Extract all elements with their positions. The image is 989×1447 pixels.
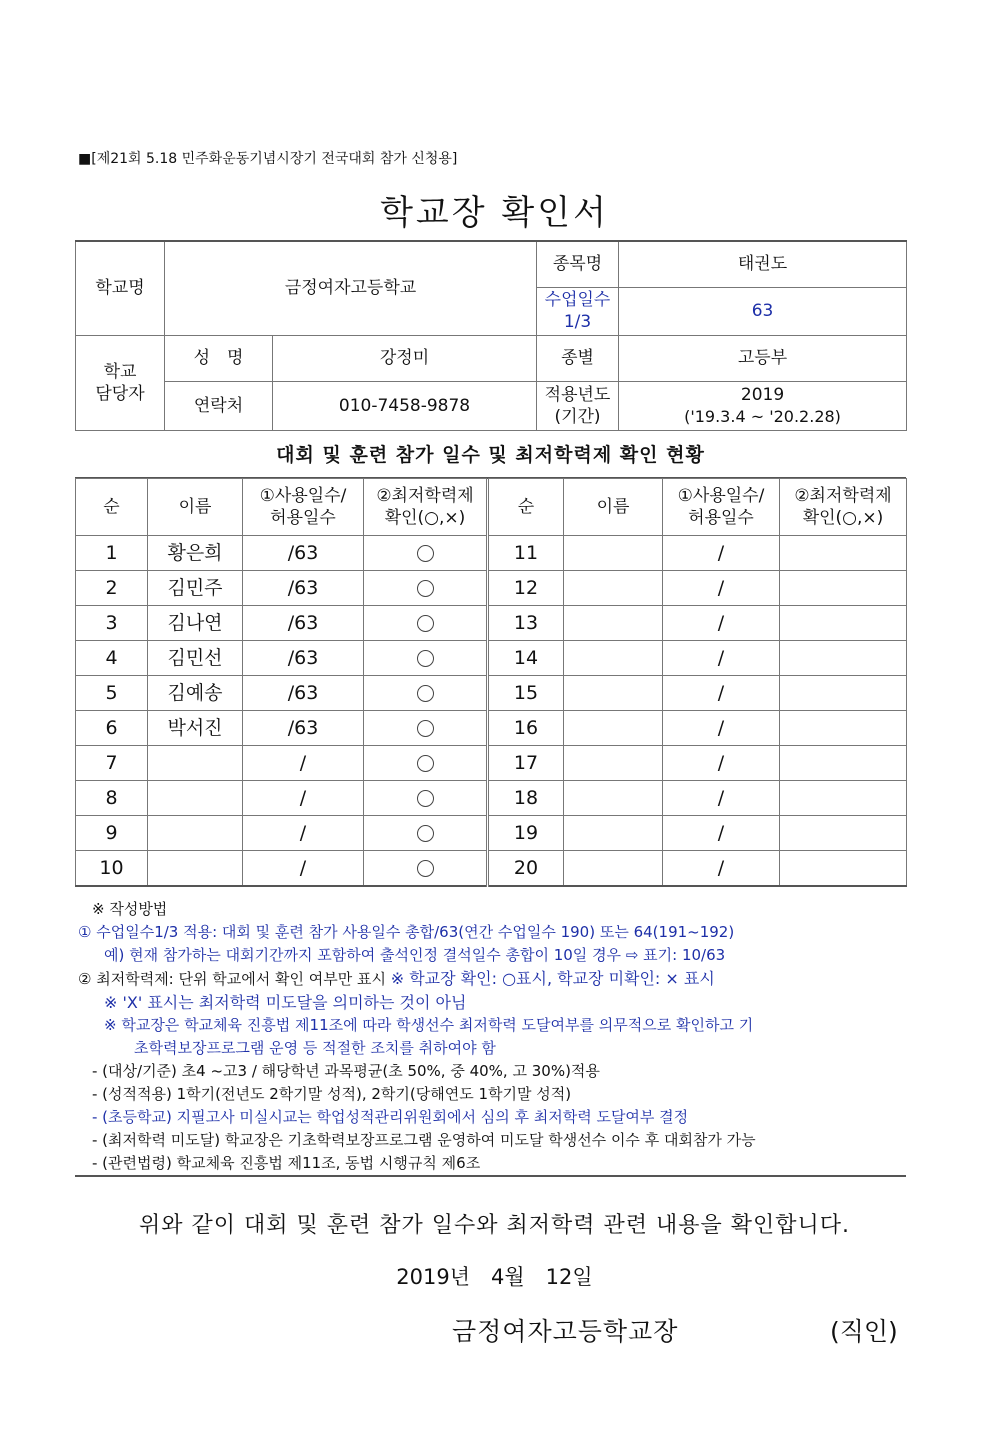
row-number: 12: [488, 571, 564, 606]
student-name: [564, 851, 663, 887]
table-row: [76, 851, 907, 887]
student-name: [564, 641, 663, 676]
min-academic-check-cell: [780, 606, 907, 641]
header-check: [364, 479, 488, 536]
student-name: [148, 746, 243, 781]
contact-label: 연락처: [165, 381, 273, 430]
header-check: [780, 479, 907, 536]
min-academic-check-cell: [364, 711, 488, 746]
header-days-line1: ①사용일수/: [677, 486, 765, 506]
days-used-cell: /: [243, 851, 364, 887]
note-2-highlight: ※ 학교장 확인: ○표시, 학교장 미확인: × 표시: [390, 969, 715, 988]
days-used-cell: /63: [243, 571, 364, 606]
category-value: 고등부: [619, 335, 907, 381]
header-days-line1: ①사용일수/: [259, 486, 347, 506]
row-number: 18: [488, 781, 564, 816]
student-name: [564, 676, 663, 711]
principal-title: 금정여자고등학교장: [452, 1317, 679, 1346]
roster-header-row: [76, 479, 907, 536]
year-label-line1: 적용년도: [544, 384, 611, 405]
days-used-cell: /: [663, 851, 780, 887]
student-name: [148, 851, 243, 887]
days-used-cell: /: [663, 711, 780, 746]
class-days-label-line1: 수업일수: [544, 290, 611, 310]
days-used-cell: /: [663, 606, 780, 641]
student-name: 박서진: [148, 711, 243, 746]
header-no: 순: [76, 479, 148, 536]
header-days: [243, 479, 364, 536]
manager-label-line1: 학교: [103, 361, 137, 382]
note-2: [78, 967, 908, 991]
row-number: 17: [488, 746, 564, 781]
days-used-cell: /63: [243, 641, 364, 676]
min-academic-check-cell: [364, 641, 488, 676]
confirmed-circle-icon: [417, 860, 434, 877]
min-academic-check-cell: [780, 536, 907, 571]
min-academic-check-cell: [364, 816, 488, 851]
header-check-line1: ②최저학력제: [794, 486, 892, 506]
confirmed-circle-icon: [417, 650, 434, 667]
row-number: 4: [76, 641, 148, 676]
event-value: 태권도: [619, 241, 907, 287]
row-number: 7: [76, 746, 148, 781]
row-number: 16: [488, 711, 564, 746]
confirmation-statement: 위와 같이 대회 및 훈련 참가 일수와 최저학력 관련 내용을 확인합니다.: [139, 1213, 850, 1238]
min-academic-check-cell: [780, 781, 907, 816]
days-used-cell: /63: [243, 536, 364, 571]
note-2-sub-2a: ※ 학교장은 학교체육 진흥법 제11조에 따라 학생선수 최저학력 도달여부를 의무적으로 확인하고 기: [104, 1016, 754, 1034]
student-name: 김예송: [148, 676, 243, 711]
confirmed-circle-icon: [417, 720, 434, 737]
detail-target: - (대상/기준) 초4 ~고3 / 해당학년 과목평균(초 50%, 중 40%, 고 30%)적용: [92, 1062, 600, 1080]
header-name: 이름: [148, 479, 243, 536]
days-used-cell: /63: [243, 711, 364, 746]
min-academic-check-cell: [364, 781, 488, 816]
min-academic-check-cell: [364, 571, 488, 606]
student-name: [564, 711, 663, 746]
table-row: [76, 571, 907, 606]
row-number: 14: [488, 641, 564, 676]
confirmed-circle-icon: [417, 755, 434, 772]
days-used-cell: /: [663, 571, 780, 606]
min-academic-check-cell: [364, 676, 488, 711]
detail-elementary: - (초등학교) 지필고사 미실시교는 학업성적관리위원회에서 심의 후 최저학력 도달여부 결정: [92, 1108, 689, 1126]
min-academic-check-cell: [780, 571, 907, 606]
row-number: 15: [488, 676, 564, 711]
header-check-line1: ②최저학력제: [376, 486, 474, 506]
confirmed-circle-icon: [417, 790, 434, 807]
confirmed-circle-icon: [417, 825, 434, 842]
manager-name-value: 강정미: [273, 335, 537, 381]
student-name: [564, 816, 663, 851]
confirmed-circle-icon: [417, 545, 434, 562]
days-used-cell: /63: [243, 606, 364, 641]
days-used-cell: /63: [243, 676, 364, 711]
document-title: 학교장 확인서: [380, 193, 609, 233]
row-number: 5: [76, 676, 148, 711]
days-used-cell: /: [243, 781, 364, 816]
row-number: 2: [76, 571, 148, 606]
header-days-line2: 허용일수: [688, 508, 754, 528]
category-label: 종별: [537, 335, 619, 381]
note-2-sub-1: ※ 'X' 표시는 최저학력 미도달을 의미하는 것이 아님: [104, 993, 467, 1012]
days-used-cell: /: [663, 816, 780, 851]
official-seal-mark: (직인): [830, 1317, 898, 1346]
table-row: [76, 781, 907, 816]
contact-value: 010-7458-9878: [273, 381, 537, 430]
student-name: [564, 781, 663, 816]
table-row: [76, 536, 907, 571]
year-period: ('19.3.4 ~ '20.2.28): [684, 406, 841, 426]
student-name: 황은희: [148, 536, 243, 571]
days-used-cell: /: [243, 746, 364, 781]
notes-bottom-rule: [75, 1175, 906, 1177]
manager-label: [76, 335, 165, 430]
student-name: [564, 746, 663, 781]
header-days: [663, 479, 780, 536]
detail-laws: - (관련법령) 학교체육 진흥법 제11조, 동법 시행규칙 제6조: [92, 1154, 481, 1172]
table-row: [76, 641, 907, 676]
header-note: ■[제21회 5.18 민주화운동기념시장기 전국대회 참가 신청용]: [78, 151, 458, 167]
row-number: 1: [76, 536, 148, 571]
note-2-sub-2b: 초학력보장프로그램 운영 등 적절한 조치를 취하여야 함: [134, 1039, 496, 1057]
min-academic-check-cell: [364, 606, 488, 641]
class-days-label: [537, 287, 619, 335]
min-academic-check-cell: [780, 746, 907, 781]
header-no: 순: [488, 479, 564, 536]
roster-body: [76, 479, 907, 887]
issue-date: 2019년 4월 12일: [396, 1265, 593, 1289]
days-used-cell: /: [663, 536, 780, 571]
class-days-label-line2: 1/3: [563, 312, 592, 332]
row-number: 9: [76, 816, 148, 851]
student-name: [148, 816, 243, 851]
days-used-cell: /: [243, 816, 364, 851]
year-label: [537, 381, 619, 430]
detail-grades: - (성적적용) 1학기(전년도 2학기말 성적), 2학기(당해연도 1학기말 성적): [92, 1085, 572, 1103]
row-number: 3: [76, 606, 148, 641]
student-name: [564, 571, 663, 606]
min-academic-check-cell: [364, 746, 488, 781]
note-1-number: ①: [78, 923, 92, 941]
days-used-cell: /: [663, 746, 780, 781]
days-used-cell: /: [663, 781, 780, 816]
row-number: 6: [76, 711, 148, 746]
year-value: [619, 381, 907, 430]
min-academic-check-cell: [364, 851, 488, 887]
row-number: 8: [76, 781, 148, 816]
student-name: [564, 536, 663, 571]
manager-label-line2: 담당자: [95, 383, 145, 404]
confirmed-circle-icon: [417, 685, 434, 702]
notes-heading: ※ 작성방법: [92, 900, 168, 918]
row-number: 13: [488, 606, 564, 641]
event-label: 종목명: [537, 241, 619, 287]
school-info-table: [75, 240, 907, 431]
header-days-line2: 허용일수: [270, 508, 336, 528]
note-1: [78, 921, 908, 944]
header-check-line2: 확인(○,×): [802, 508, 884, 528]
table-row: [76, 746, 907, 781]
note-2-text: 최저학력제: 단위 학교에서 확인 여부만 표시: [96, 970, 386, 988]
writing-instructions: [78, 898, 908, 1175]
confirmed-circle-icon: [417, 615, 434, 632]
row-number: 20: [488, 851, 564, 887]
status-section-title: 대회 및 훈련 참가 일수 및 최저학력제 확인 현황: [75, 433, 906, 479]
row-number: 19: [488, 816, 564, 851]
min-academic-check-cell: [364, 536, 488, 571]
note-1-text: 수업일수1/3 적용: 대회 및 훈련 참가 사용일수 총합/63(연간 수업일수 190) 또는 64(191~192): [96, 923, 735, 941]
min-academic-check-cell: [780, 816, 907, 851]
manager-name-label: 성 명: [165, 335, 273, 381]
note-1-example: 예) 현재 참가하는 대회기간까지 포함하여 출석인정 결석일수 총합이 10일 경우 ⇨ 표기: 10/63: [104, 946, 726, 964]
table-row: [76, 606, 907, 641]
student-name: [148, 781, 243, 816]
table-row: [76, 711, 907, 746]
min-academic-check-cell: [780, 641, 907, 676]
days-used-cell: /: [663, 641, 780, 676]
table-row: [76, 816, 907, 851]
student-name: 김민선: [148, 641, 243, 676]
student-name: 김민주: [148, 571, 243, 606]
min-academic-check-cell: [780, 676, 907, 711]
note-2-number: ②: [78, 970, 92, 988]
table-row: [76, 676, 907, 711]
header-name: 이름: [564, 479, 663, 536]
confirmed-circle-icon: [417, 580, 434, 597]
year-number: 2019: [740, 384, 785, 405]
roster-table: [75, 478, 907, 887]
student-name: [564, 606, 663, 641]
min-academic-check-cell: [780, 711, 907, 746]
min-academic-check-cell: [780, 851, 907, 887]
class-days-value: 63: [619, 287, 907, 335]
row-number: 11: [488, 536, 564, 571]
school-name-label: 학교명: [76, 241, 165, 335]
days-used-cell: /: [663, 676, 780, 711]
student-name: 김나연: [148, 606, 243, 641]
detail-below-minimum: - (최저학력 미도달) 학교장은 기초학력보장프로그램 운영하여 미도달 학생선수 이수 후 대회참가 가능: [92, 1131, 756, 1149]
header-check-line2: 확인(○,×): [384, 508, 466, 528]
year-label-line2: (기간): [554, 406, 601, 427]
school-name-value: 금정여자고등학교: [165, 241, 537, 335]
row-number: 10: [76, 851, 148, 887]
